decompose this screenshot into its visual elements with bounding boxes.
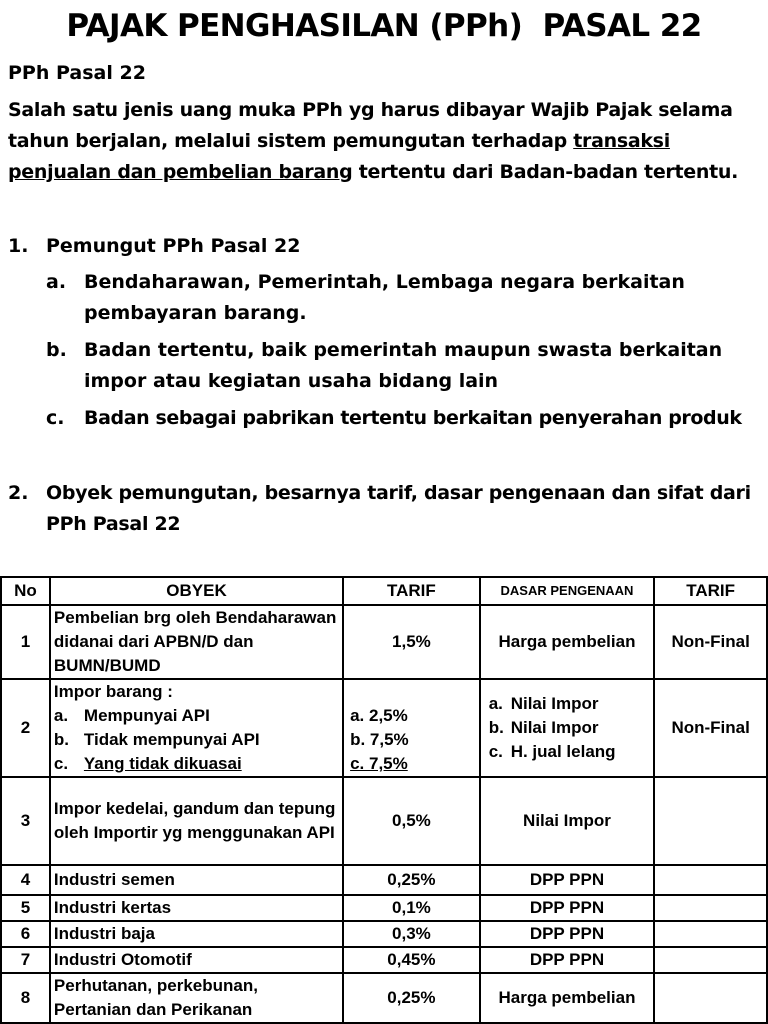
table-row xyxy=(1,973,767,1023)
section-1-item-a-marker: a. xyxy=(46,271,67,293)
header-dasar-pengenaan: DASAR PENGENAAN xyxy=(480,577,655,605)
header-obyek: OBYEK xyxy=(50,577,343,605)
intro-text-1: Salah satu jenis uang muka PPh yg harus dibayar Wajib Pajak selama tahun berjalan, melalui sistem pemungutan terhadap xyxy=(8,99,733,152)
tarif-item: c. 7,5% xyxy=(350,754,408,773)
table-row xyxy=(1,777,767,865)
cell-dasar: Nilai Impor xyxy=(480,777,655,865)
section-1-heading: Pemungut PPh Pasal 22 xyxy=(46,235,301,257)
cell-dasar: DPP PPN xyxy=(480,895,655,921)
table-row xyxy=(1,947,767,973)
list-text: Nilai Impor xyxy=(510,718,599,737)
table-header-row xyxy=(1,577,767,605)
cell-sifat xyxy=(654,973,767,1023)
list-marker: b. xyxy=(488,718,504,737)
list-item xyxy=(54,752,339,776)
section-1-item-a: Bendaharawan, Pemerintah, Lembaga negara berkaitan pembayaran barang. xyxy=(84,271,685,324)
cell-sifat xyxy=(654,921,767,947)
list-marker: a. xyxy=(53,706,69,725)
list-text: Mempunyai API xyxy=(83,706,210,725)
cell-obyek xyxy=(50,679,343,777)
cell-no: 1 xyxy=(1,605,50,679)
cell-obyek: Impor kedelai, gandum dan tepung oleh Importir yg menggunakan API xyxy=(50,777,343,865)
cell-tarif: 0,1% xyxy=(343,895,480,921)
cell-sifat xyxy=(654,777,767,865)
header-tarif: TARIF xyxy=(343,577,480,605)
intro-paragraph xyxy=(8,95,760,188)
subtitle: PPh Pasal 22 xyxy=(8,62,146,84)
list-marker: b. xyxy=(53,730,70,749)
tarif-item: a. 2,5% xyxy=(350,706,408,725)
list-item xyxy=(54,728,339,752)
list-item xyxy=(54,704,339,728)
section-1-item-c: Badan sebagai pabrikan tertentu berkaitan penyerahan produk xyxy=(84,407,742,429)
list-item xyxy=(489,716,651,740)
cell-tarif: 0,25% xyxy=(343,973,480,1023)
section-1-item-b-marker: b. xyxy=(46,339,67,361)
cell-dasar: DPP PPN xyxy=(480,865,655,895)
page-title: PAJAK PENGHASILAN (PPh) PASAL 22 xyxy=(66,8,702,44)
list-marker: c. xyxy=(53,754,69,773)
cell-sifat: Non-Final xyxy=(654,605,767,679)
cell-dasar: Harga pembelian xyxy=(480,973,655,1023)
cell-sifat xyxy=(654,865,767,895)
cell-obyek: Industri baja xyxy=(50,921,343,947)
table-row xyxy=(1,895,767,921)
cell-no: 6 xyxy=(1,921,50,947)
intro-text-2: tertentu dari Badan-badan tertentu. xyxy=(352,161,738,183)
cell-sifat xyxy=(654,895,767,921)
cell-no: 8 xyxy=(1,973,50,1023)
tariff-table xyxy=(0,576,768,1024)
list-text: Tidak mempunyai API xyxy=(83,730,260,749)
cell-tarif: 0,45% xyxy=(343,947,480,973)
cell-obyek: Industri semen xyxy=(50,865,343,895)
section-2-number: 2. xyxy=(8,482,29,504)
cell-no: 3 xyxy=(1,777,50,865)
cell-sifat xyxy=(654,947,767,973)
obyek-list xyxy=(54,704,339,776)
cell-obyek: Industri Otomotif xyxy=(50,947,343,973)
table-row xyxy=(1,865,767,895)
list-text: H. jual lelang xyxy=(510,742,616,761)
header-tarif-sifat: TARIF xyxy=(654,577,767,605)
cell-obyek: Industri kertas xyxy=(50,895,343,921)
list-text: Nilai Impor xyxy=(510,694,599,713)
cell-tarif: 0,5% xyxy=(343,777,480,865)
cell-no: 4 xyxy=(1,865,50,895)
cell-tarif: 0,25% xyxy=(343,865,480,895)
cell-no: 5 xyxy=(1,895,50,921)
cell-tarif: 1,5% xyxy=(343,605,480,679)
list-text: Yang tidak dikuasai xyxy=(83,754,242,773)
cell-dasar xyxy=(480,679,655,777)
table-row xyxy=(1,679,767,777)
cell-obyek: Perhutanan, perkebunan, Pertanian dan Perikanan xyxy=(50,973,343,1023)
table-row xyxy=(1,605,767,679)
section-2-heading: Obyek pemungutan, besarnya tarif, dasar pengenaan dan sifat dari PPh Pasal 22 xyxy=(46,482,751,535)
list-item xyxy=(489,692,651,716)
cell-obyek-title: Impor barang : xyxy=(53,682,173,701)
cell-no: 2 xyxy=(1,679,50,777)
cell-tarif: 0,3% xyxy=(343,921,480,947)
cell-dasar: DPP PPN xyxy=(480,947,655,973)
tarif-item: b. 7,5% xyxy=(350,730,409,749)
cell-dasar: DPP PPN xyxy=(480,921,655,947)
list-marker: a. xyxy=(488,694,503,713)
list-item xyxy=(489,740,651,764)
cell-dasar: Harga pembelian xyxy=(480,605,655,679)
cell-no: 7 xyxy=(1,947,50,973)
cell-sifat: Non-Final xyxy=(654,679,767,777)
cell-obyek: Pembelian brg oleh Bendaharawan didanai dari APBN/D dan BUMN/BUMD xyxy=(50,605,343,679)
header-no: No xyxy=(1,577,50,605)
list-marker: c. xyxy=(488,742,503,761)
table-row xyxy=(1,921,767,947)
section-1-number: 1. xyxy=(8,235,29,257)
cell-tarif xyxy=(343,679,480,777)
section-1-item-b: Badan tertentu, baik pemerintah maupun swasta berkaitan impor atau kegiatan usaha bidang lain xyxy=(84,339,723,392)
section-1-item-c-marker: c. xyxy=(46,407,65,429)
dasar-list xyxy=(489,692,651,764)
intro-underlined-text: transaksi penjualan dan pembelian barang xyxy=(8,130,670,183)
